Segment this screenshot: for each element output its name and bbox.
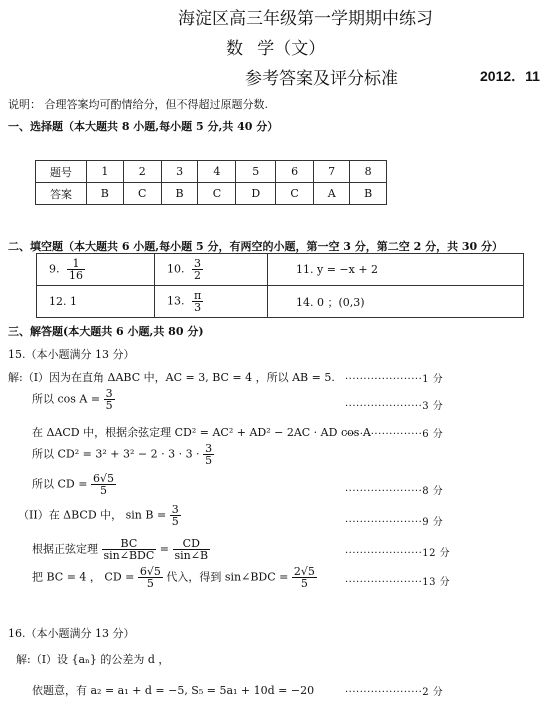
p15-score7: ·····················12 分 bbox=[345, 548, 451, 559]
answer-10 bbox=[155, 254, 268, 286]
question-number: 2 bbox=[123, 161, 161, 183]
p15-line5-text: 所以 CD = bbox=[32, 477, 88, 491]
answer-cell: C bbox=[276, 183, 314, 205]
problem16-heading: 16.（本小题满分 13 分） bbox=[8, 627, 135, 640]
answer-table bbox=[35, 160, 387, 205]
problem15-heading: 15.（本小题满分 13 分） bbox=[8, 348, 135, 361]
numerator: π bbox=[194, 289, 202, 302]
denominator: 5 bbox=[99, 484, 107, 497]
q10-fraction bbox=[192, 258, 203, 281]
p15-line6-text: （II）在 ΔBCD 中， sin B = bbox=[18, 508, 167, 522]
denominator: 5 bbox=[171, 515, 179, 528]
p15-line6-fraction bbox=[170, 504, 181, 527]
p16-line1: 解:（I）设 {aₙ} 的公差为 d ， bbox=[16, 653, 170, 666]
p15-line1: 解:（I）因为在直角 ΔABC 中，AC = 3, BC = 4 ，所以 AB = 5. bbox=[8, 371, 335, 384]
answer-row bbox=[36, 183, 387, 205]
answer-9 bbox=[37, 254, 155, 286]
answer-cell: B bbox=[161, 183, 198, 205]
question-number: 6 bbox=[276, 161, 314, 183]
p15-line2-text: 所以 cos A = bbox=[32, 392, 101, 406]
q10-label: 10. bbox=[167, 262, 185, 276]
denominator: 5 bbox=[205, 454, 213, 467]
subject-title: 数 学（文） bbox=[226, 39, 326, 58]
p15-line8-fraction-cd bbox=[138, 566, 163, 589]
numerator: 3 bbox=[105, 387, 113, 400]
numerator: 3 bbox=[171, 503, 179, 516]
answer-14: 14. 0 ；(0,3) bbox=[268, 286, 524, 318]
numerator: 6√5 bbox=[92, 472, 114, 485]
denominator: 16 bbox=[69, 269, 83, 282]
p15-line2 bbox=[32, 388, 115, 411]
q13-label: 13. bbox=[167, 294, 185, 308]
numerator: 6√5 bbox=[139, 565, 161, 578]
denominator: sin∠B bbox=[174, 549, 209, 562]
answer-cell: C bbox=[123, 183, 161, 205]
p15-score1: ·····················1 分 bbox=[345, 374, 444, 385]
p15-line7-fraction-left bbox=[102, 538, 157, 561]
fill-answer-table bbox=[36, 253, 524, 318]
p15-line8 bbox=[32, 566, 317, 589]
answer-13 bbox=[155, 286, 268, 318]
p15-line8-fraction-result bbox=[292, 566, 317, 589]
p15-score6: ·····················9 分 bbox=[345, 517, 444, 528]
section2-title: 二、填空题（本大题共 6 小题,每小题 5 分，有两空的小题，第一空 3 分，第二空 2 分，共 30 分） bbox=[8, 240, 504, 253]
p16-score2: ·····················2 分 bbox=[345, 687, 444, 698]
question-number: 8 bbox=[350, 161, 387, 183]
p15-score2: ·····················3 分 bbox=[345, 401, 444, 412]
fill-row bbox=[37, 254, 524, 286]
denominator: 2 bbox=[194, 269, 201, 282]
numerator: 3 bbox=[205, 442, 213, 455]
p15-line2-fraction bbox=[104, 388, 115, 411]
p15-line7 bbox=[32, 538, 210, 561]
question-number: 7 bbox=[314, 161, 350, 183]
section3-title: 三、解答题(本大题共 6 小题,共 80 分) bbox=[8, 325, 204, 338]
numerator: 1 bbox=[67, 258, 85, 270]
numerator: BC bbox=[102, 538, 157, 550]
row-label: 题号 bbox=[36, 161, 87, 183]
p15-line7-text: 根据正弦定理 bbox=[32, 542, 98, 556]
question-number: 4 bbox=[198, 161, 236, 183]
p15-line8-mid: 代入，得到 sin∠BDC = bbox=[166, 570, 289, 584]
answer-cell: B bbox=[87, 183, 124, 205]
denominator: sin∠BDC bbox=[103, 549, 155, 562]
q13-fraction bbox=[192, 290, 203, 313]
p15-line3: 在 ΔACD 中，根据余弦定理 CD² = AC² + AD² − 2AC · AD cos A bbox=[32, 426, 371, 439]
p15-line5 bbox=[32, 473, 116, 496]
section1-title: 一、选择题（本大题共 8 小题,每小题 5 分,共 40 分） bbox=[8, 120, 279, 133]
equals-sign: = bbox=[159, 542, 170, 556]
number-row bbox=[36, 161, 387, 183]
p15-line4 bbox=[32, 443, 214, 466]
q9-fraction bbox=[67, 258, 85, 281]
numerator: CD bbox=[173, 538, 211, 550]
document-title: 海淀区高三年级第一学期期中练习 bbox=[178, 9, 433, 28]
denominator: 5 bbox=[300, 577, 308, 590]
denominator: 3 bbox=[194, 301, 202, 314]
answer-cell: C bbox=[198, 183, 236, 205]
scoring-note: 说明： 合理答案均可酌情给分，但不得超过原题分数. bbox=[8, 98, 268, 111]
answer-11: 11. y = −x + 2 bbox=[268, 254, 524, 286]
p15-line4-fraction bbox=[203, 443, 214, 466]
exam-date: 2012．11 bbox=[480, 68, 540, 84]
answer-cell: D bbox=[236, 183, 276, 205]
p15-score5: ·····················8 分 bbox=[345, 486, 444, 497]
numerator: 3 bbox=[194, 257, 201, 270]
answer-cell: A bbox=[314, 183, 350, 205]
answer-12: 12. 1 bbox=[37, 286, 155, 318]
q9-label: 9. bbox=[49, 262, 60, 276]
denominator: 5 bbox=[105, 399, 113, 412]
answer-cell: B bbox=[350, 183, 387, 205]
p16-line2: 依题意，有 a₂ = a₁ + d = −5, S₅ = 5a₁ + 10d = −20 bbox=[32, 684, 315, 697]
p15-line5-fraction bbox=[91, 473, 116, 496]
fill-row bbox=[37, 286, 524, 318]
p15-score3: ·····················6 分 bbox=[345, 429, 444, 440]
p15-line6 bbox=[18, 504, 181, 527]
question-number: 3 bbox=[161, 161, 198, 183]
p15-line4-text: 所以 CD² = 3² + 3² − 2 · 3 · 3 · bbox=[32, 447, 200, 461]
denominator: 5 bbox=[146, 577, 154, 590]
row-label: 答案 bbox=[36, 183, 87, 205]
subtitle: 参考答案及评分标准 bbox=[245, 69, 398, 88]
question-number: 1 bbox=[87, 161, 124, 183]
numerator: 2√5 bbox=[293, 565, 315, 578]
p15-score8: ·····················13 分 bbox=[345, 577, 451, 588]
question-number: 5 bbox=[236, 161, 276, 183]
p15-line7-fraction-right bbox=[173, 538, 211, 561]
p15-line8-text: 把 BC = 4 ， CD = bbox=[32, 570, 135, 584]
